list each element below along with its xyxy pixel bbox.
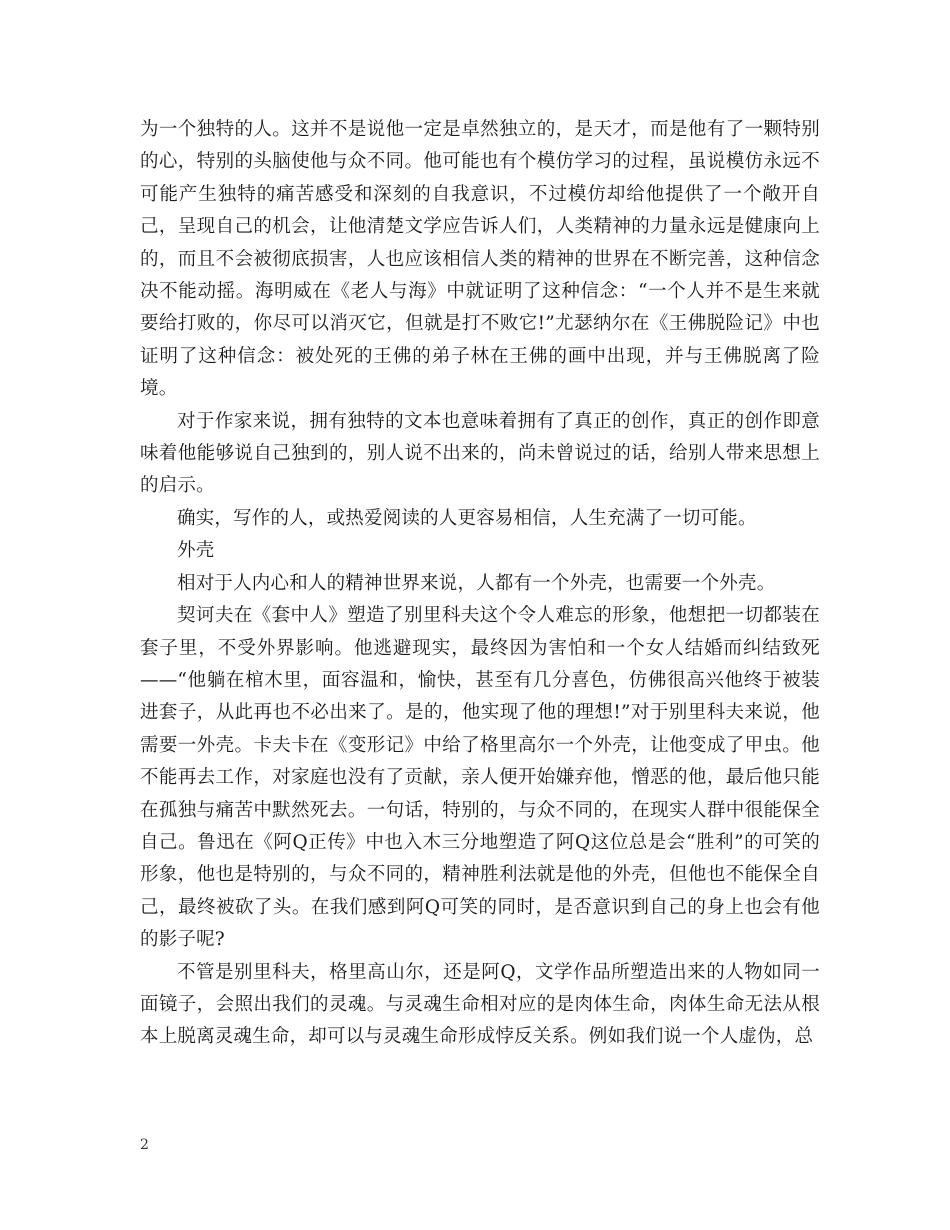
page-number: 2: [140, 1137, 149, 1153]
paragraph-6: 契诃夫在《套中人》塑造了别里科夫这个令人难忘的形象，他想把一切都装在套子里，不受外界影响。他逃避现实，最终因为害怕和一个女人结婚而纠结致死——“他躺在棺木里，面容温和，愉快，甚至有几分喜色，仿佛很高兴他终于被装进套子，从此再也不必出来了。是的，他实现了他的理想!”对于别里科夫来说，他需要一外壳。卡夫卡在《变形记》中给了格里高尔一个外壳，让他变成了甲虫。他不能再去工作，对家庭也没有了贡献，亲人便开始嫌弃他，憎恶的他，最后他只能在孤独与痛苦中默然死去。一句话，特别的，与众不同的，在现实人群中很能保全自己。鲁迅在《阿Q正传》中也入木三分地塑造了阿Q这位总是会“胜利”的可笑的形象，他也是特别的，与众不同的，精神胜利法就是他的外壳，但他也不能保全自己，最终被砍了头。在我们感到阿Q可笑的同时，是否意识到自己的身上也会有他的影子呢?: [140, 605, 820, 951]
paragraph-5: 相对于人内心和人的精神世界来说，人都有一个外壳，也需要一个外壳。: [177, 572, 776, 594]
paragraph-1: 为一个独特的人。这并不是说他一定是卓然独立的，是天才，而是他有了一颗特别的心，特别的头脑使他与众不同。他可能也有个模仿学习的过程，虽说模仿永远不可能产生独特的痛苦感受和深刻的自我意识，不过模仿却给他提供了一个敞开自己，呈现自己的机会，让他清楚文学应告诉人们，人类精神的力量永远是健康向上的，而且不会被彻底损害，人也应该相信人类的精神的世界在不断完善，这种信念决不能动摇。海明威在《老人与海》中就证明了这种信念：“一个人并不是生来就要给打败的，你尽可以消灭它，但就是打不败它!”尤瑟纳尔在《王佛脱险记》中也证明了这种信念：被处死的王佛的弟子林在王佛的画中出现，并与王佛脱离了险境。: [140, 119, 820, 400]
paragraph-2: 对于作家来说，拥有独特的文本也意味着拥有了真正的创作，真正的创作即意味着他能够说自己独到的，别人说不出来的，尚未曾说过的话，给别人带来思想上的启示。: [140, 410, 820, 497]
section-heading-shell: 外壳: [177, 540, 215, 562]
paragraph-7: 不管是别里科夫，格里高山尔，还是阿Q，文学作品所塑造出来的人物如同一面镜子，会照出我们的灵魂。与灵魂生命相对应的是肉体生命，肉体生命无法从根本上脱离灵魂生命，却可以与灵魂生命形成悖反关系。例如我们说一个人虚伪，总: [140, 961, 820, 1048]
paragraph-3: 确实，写作的人，或热爱阅读的人更容易相信，人生充满了一切可能。: [177, 507, 757, 529]
document-body: [140, 114, 820, 1054]
